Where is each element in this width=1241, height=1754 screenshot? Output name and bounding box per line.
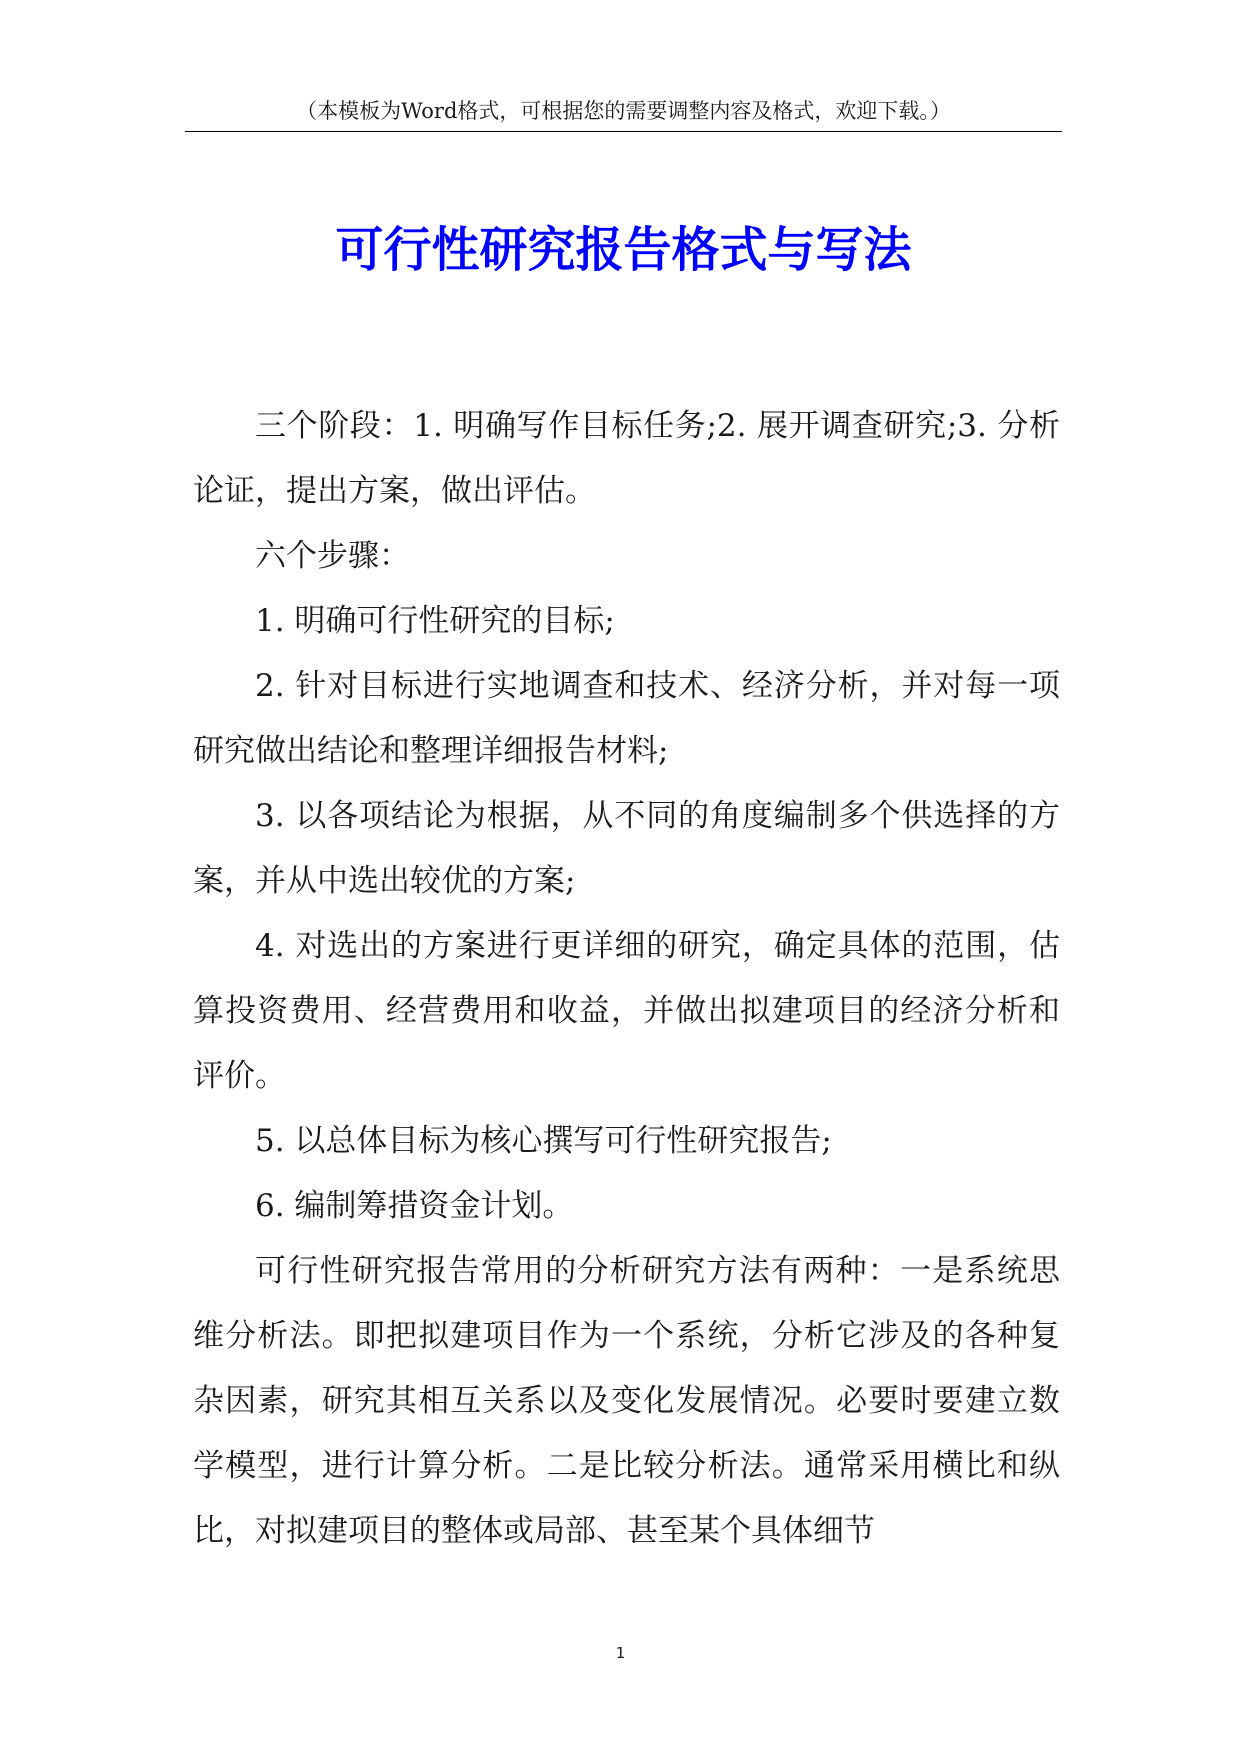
paragraph-step-2: 2. 针对目标进行实地调查和技术、经济分析，并对每一项研究做出结论和整理详细报告材料; xyxy=(193,668,1060,769)
document-title: 可行性研究报告格式与写法 xyxy=(335,222,912,278)
paragraph-step-4: 4. 对选出的方案进行更详细的研究，确定具体的范围，估算投资费用、经营费用和收益，并做出拟建项目的经济分析和评价。 xyxy=(193,928,1060,1094)
paragraph-stages: 三个阶段：1. 明确写作目标任务;2. 展开调查研究;3. 分析论证，提出方案，做出评估。 xyxy=(193,408,1060,509)
header-note: （本模板为Word格式，可根据您的需要调整内容及格式，欢迎下载。） xyxy=(296,99,951,123)
document-body xyxy=(193,394,1060,1564)
paragraph-methods: 可行性研究报告常用的分析研究方法有两种：一是系统思维分析法。即把拟建项目作为一个系统，分析它涉及的各种复杂因素，研究其相互关系以及变化发展情况。必要时要建立数学模型，进行计算分析。二是比较分析法。通常采用横比和纵比，对拟建项目的整体或局部、甚至某个具体细节 xyxy=(193,1253,1060,1549)
header-divider xyxy=(185,131,1062,132)
paragraph-step-1: 1. 明确可行性研究的目标; xyxy=(255,603,615,639)
paragraph-steps-heading: 六个步骤： xyxy=(255,538,410,574)
paragraph-step-3: 3. 以各项结论为根据，从不同的角度编制多个供选择的方案，并从中选出较优的方案; xyxy=(193,798,1060,899)
page-number: 1 xyxy=(615,1644,626,1662)
paragraph-step-5: 5. 以总体目标为核心撰写可行性研究报告; xyxy=(255,1123,832,1159)
paragraph-step-6: 6. 编制筹措资金计划。 xyxy=(255,1188,574,1224)
